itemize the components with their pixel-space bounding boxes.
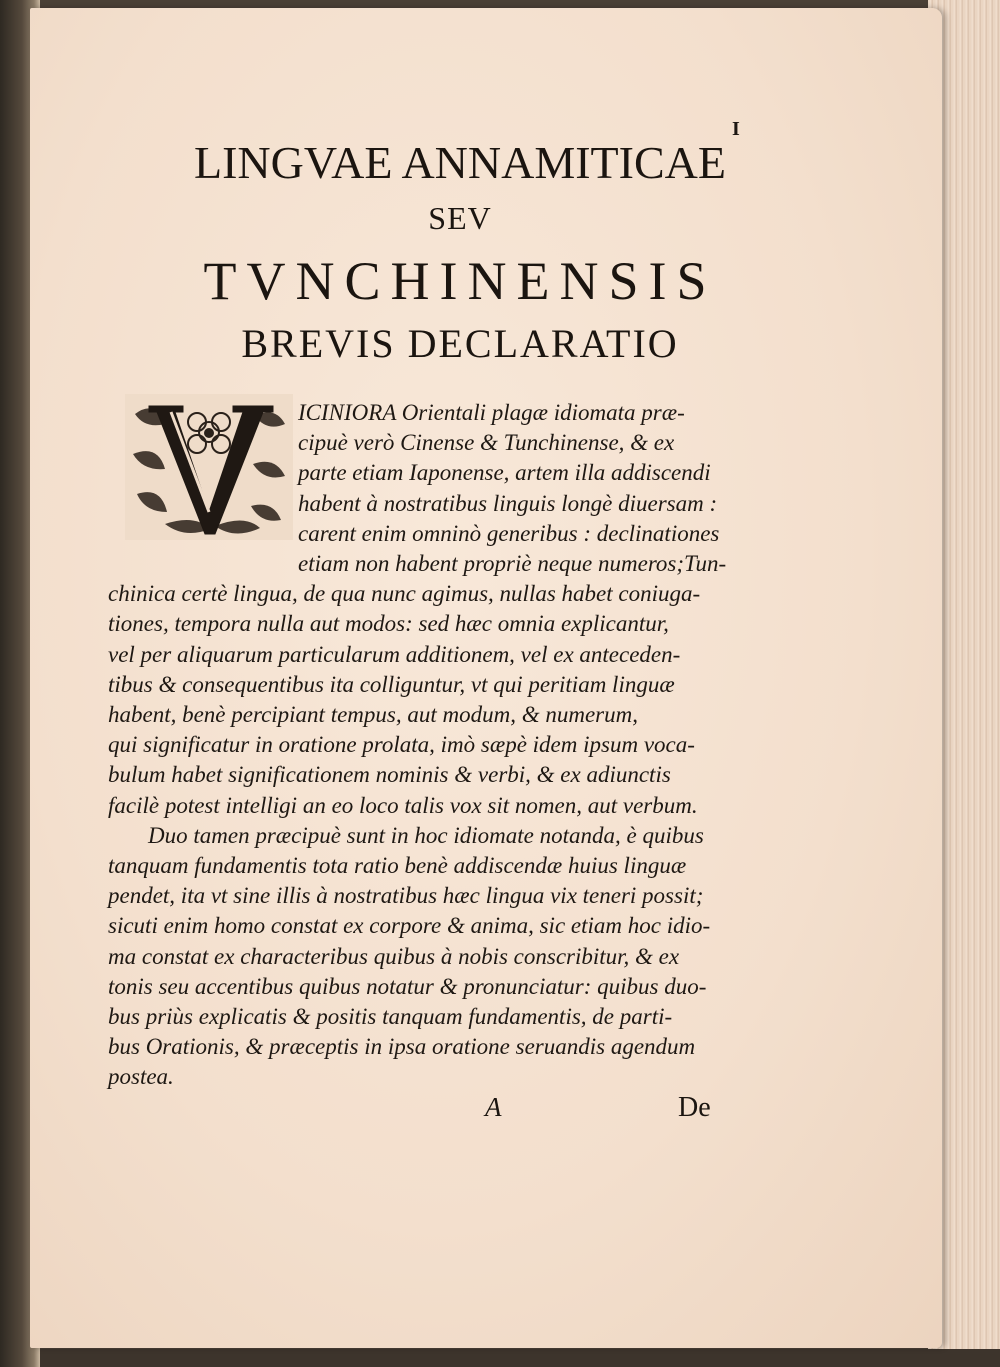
text-line: tonis seu accentibus quibus notatur & pronunciatur: quibus duo- [108,973,707,999]
text-line: sicuti enim homo constat ex corpore & anima, sic etiam hoc idio- [108,913,711,939]
text-line: vel per aliquarum particularum additionem, vel ex anteceden- [108,641,681,667]
text-line: habent à nostratibus linguis longè diuersam : [298,490,718,516]
text-line: ICINIORA Orientali plagæ idiomata præ- [298,400,685,425]
text-line: postea. [108,1064,174,1090]
text-line: chinica certè lingua, de qua nunc agimus, nullas habet coniuga- [108,581,701,607]
title-line-3: TVNCHINENSIS [203,251,717,311]
text-line: facilè potest intelligi an eo loco talis vox sit nomen, aut verbum. [108,792,698,818]
text-line: habent, benè percipiant tempus, aut modum, & numerum, [108,702,638,727]
text-line: tibus & consequentibus ita colliguntur, vt qui peritiam linguæ [108,671,675,697]
text-line: Duo tamen præcipuè sunt in hoc idiomate notanda, è quibus [148,822,704,848]
text-line: bulum habet significationem nominis & verbi, & ex adiunctis [108,762,671,788]
text-line: parte etiam Iaponense, artem illa addiscendi [298,460,711,486]
text-line: qui significatur in oratione prolata, imò sæpè idem ipsum voca- [108,732,695,758]
page-number: I [732,118,740,140]
text-line: bus Orationis, & præceptis in ipsa oratione seruandis agendum [108,1034,696,1060]
text-line: ma constat ex characteribus quibus à nobis conscribitur, & ex [108,943,680,969]
book-bottom-edge [40,1349,1000,1367]
book-page [30,8,942,1348]
title-line-4: BREVIS DECLARATIO [241,321,679,366]
signature-mark: A [485,1092,502,1122]
text-line: pendet, ita vt sine illis à nostratibus hæc lingua vix teneri possit; [108,883,704,909]
text-line: carent enim omninò generibus : declinationes [298,520,720,546]
text-line: cipuè verò Cinense & Tunchinense, & ex [298,430,675,456]
text-line: bus priùs explicatis & positis tanquam fundamentis, de parti- [108,1004,673,1029]
text-line: tanquam fundamentis tota ratio benè addiscendæ huius linguæ [108,853,687,878]
text-line: tiones, tempora nulla aut modos: sed hæc omnia explicantur, [108,611,669,637]
title-line-2: SEV [428,200,492,236]
text-line: etiam non habent propriè neque numeros;Tun- [298,551,727,576]
catchword: De [678,1092,711,1123]
title-line-1: LINGVAE ANNAMITICAE [194,137,726,188]
decorated-initial-v-icon [125,394,293,540]
